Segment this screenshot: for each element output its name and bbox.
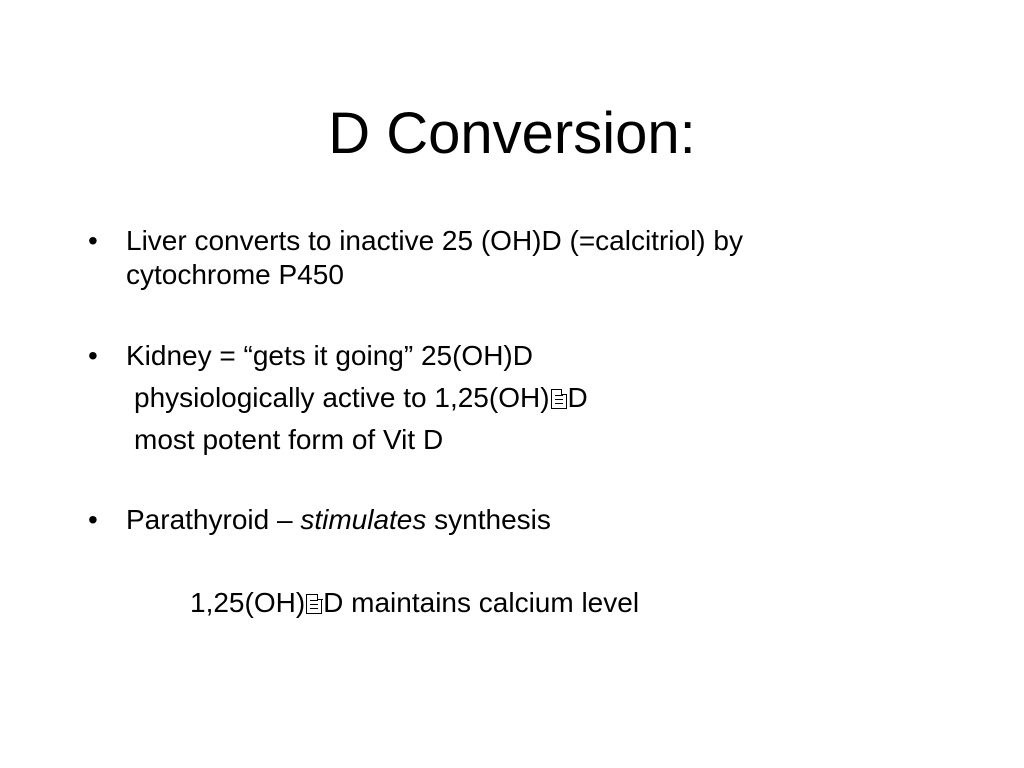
bullet-text-line1: Kidney = “gets it going” 25(OH)D <box>126 340 533 371</box>
document-icon <box>551 389 567 409</box>
kidney-subline-active <box>134 381 588 415</box>
calcium-note-after: D maintains calcium level <box>323 587 640 618</box>
bullet-marker: • <box>88 340 98 371</box>
parathyroid-suffix: synthesis <box>426 504 551 535</box>
parathyroid-emphasis: stimulates <box>300 504 427 535</box>
kidney-subline-active-before: physiologically active to 1,25(OH) <box>134 382 550 413</box>
document-icon <box>306 594 322 614</box>
calcium-note <box>190 586 639 620</box>
bullet-liver-continuation: cytochrome P450 <box>126 259 344 290</box>
bullet-text-parathyroid <box>126 503 551 537</box>
kidney-subline-active-after: D <box>567 382 588 413</box>
bullet-text-line1: Liver converts to inactive 25 (OH)D (=calcitriol) by <box>126 225 743 256</box>
bullet-marker: • <box>88 225 98 256</box>
calcium-note-before: 1,25(OH) <box>190 587 306 618</box>
bullet-marker: • <box>88 504 98 535</box>
parathyroid-prefix: Parathyroid – <box>126 504 301 535</box>
kidney-subline-potent: most potent form of Vit D <box>134 424 444 455</box>
slide-title: D Conversion: <box>328 101 696 166</box>
